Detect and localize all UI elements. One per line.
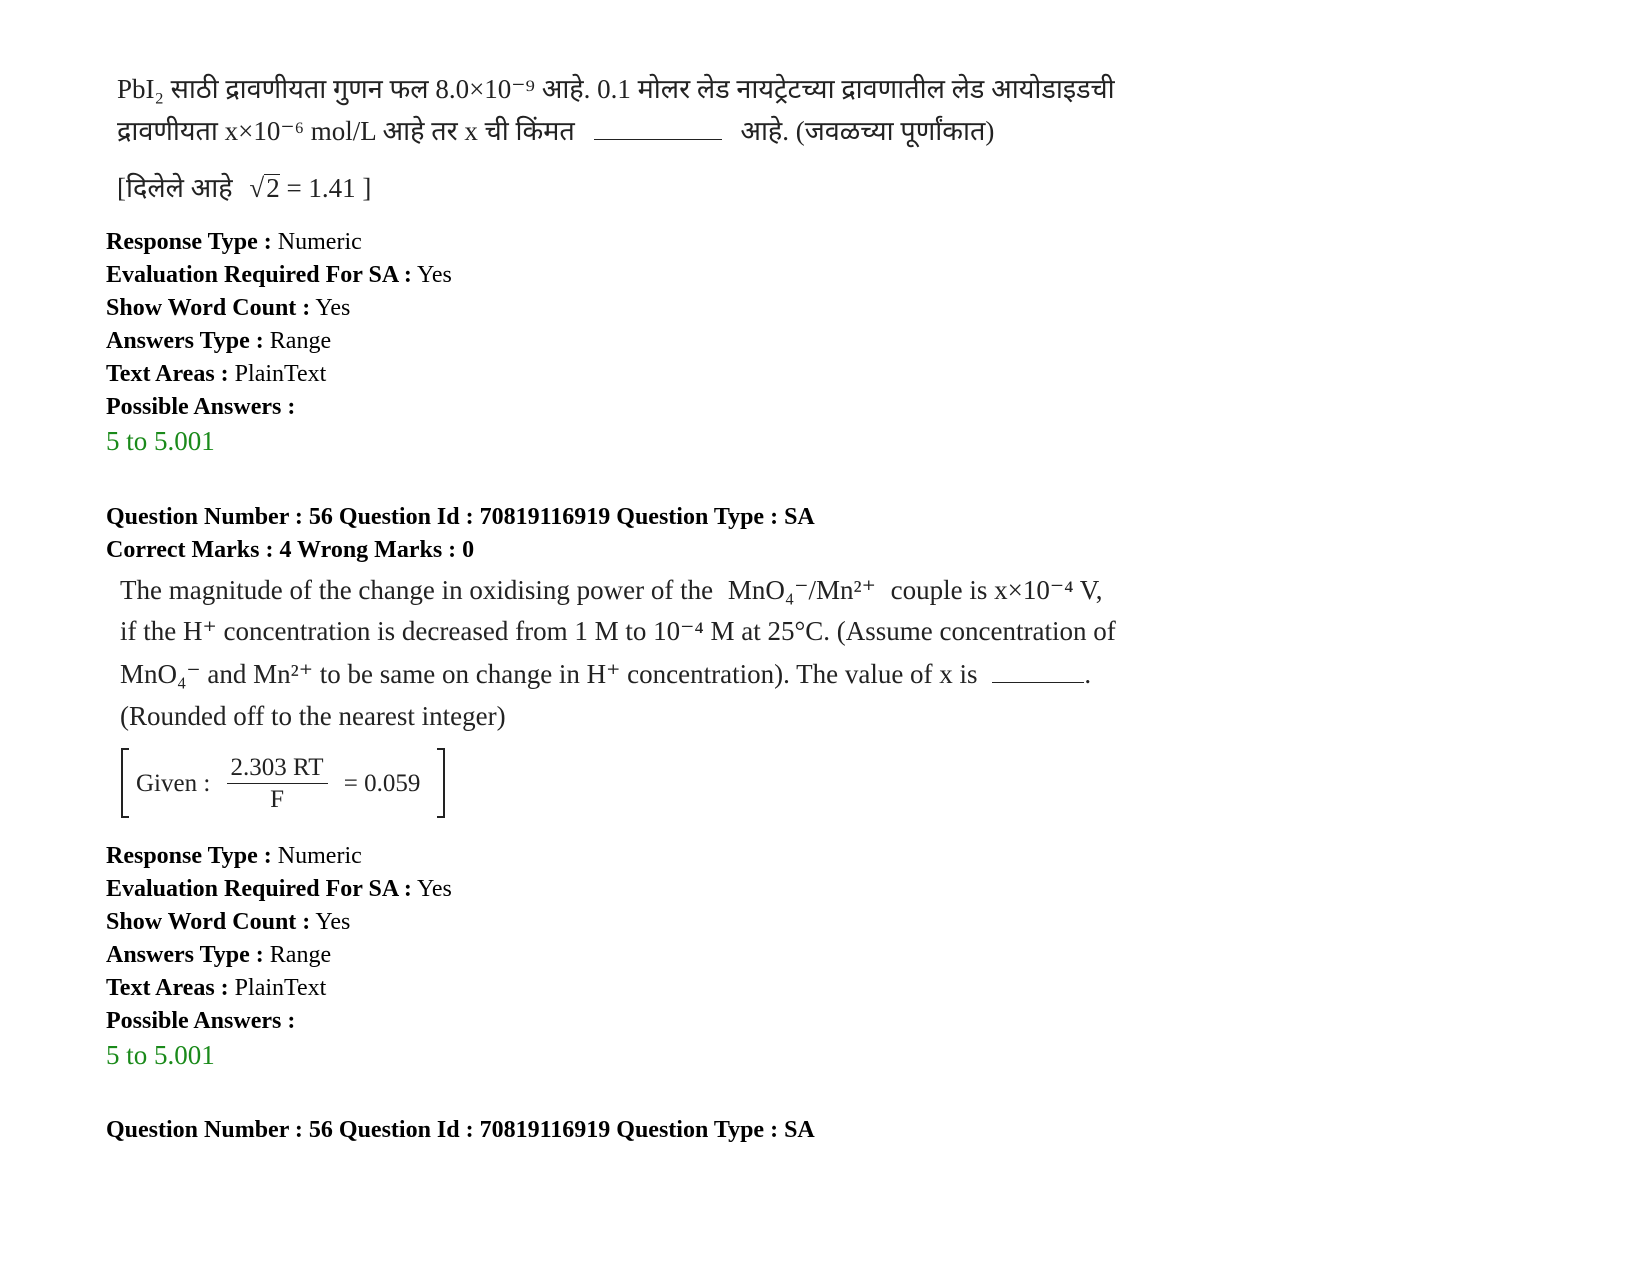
- question-line-1: PbI₂ साठी द्रावणीयता गुणन फल 8.0×10⁻⁹ आहे. 0.1 मोलर लेड नायट्रेटच्या द्रावणातील लेड आयोडाइडची: [117, 74, 1115, 104]
- given-label: Given :: [136, 770, 211, 797]
- sqrt-radicand: 2: [266, 173, 280, 203]
- possible-answer: 5 to 5.001: [106, 426, 215, 456]
- question-line-2-end: आहे. (जवळच्या पूर्णांकात): [740, 116, 995, 146]
- meta-value: PlainText: [234, 975, 327, 1001]
- meta-show-word-count: [106, 910, 350, 934]
- given-formula: [136, 755, 420, 812]
- meta-label: Possible Answers :: [106, 394, 296, 420]
- left-bracket: [121, 748, 129, 818]
- question-header: Question Number : 56 Question Id : 70819116919 Question Type : SA: [106, 504, 815, 530]
- meta-label: Response Type :: [106, 229, 272, 255]
- given-label: [दिलेले आहे: [117, 173, 233, 203]
- question-line-1: [120, 577, 1103, 604]
- meta-label: Answers Type :: [106, 328, 264, 354]
- meta-value: Numeric: [277, 843, 362, 869]
- meta-label: Evaluation Required For SA :: [106, 876, 412, 902]
- given-value: = 1.41 ]: [286, 173, 372, 203]
- meta-answers-type: [106, 329, 331, 353]
- meta-show-word-count: [106, 296, 350, 320]
- marks-header: Correct Marks : 4 Wrong Marks : 0: [106, 537, 475, 563]
- meta-label: Evaluation Required For SA :: [106, 262, 412, 288]
- meta-label: Response Type :: [106, 843, 272, 869]
- meta-answers-type: [106, 943, 331, 967]
- meta-text-areas: [106, 976, 326, 1000]
- meta-possible-answers: [106, 1009, 295, 1033]
- sqrt-sign: √: [249, 173, 265, 203]
- meta-response-type: [106, 230, 362, 254]
- question-line-3-start: MnO₄⁻ and Mn²⁺ to be same on change in H⁺ concentration). The value of x is: [120, 659, 978, 689]
- question-line-2: [117, 118, 994, 145]
- meta-evaluation-required: [106, 263, 452, 287]
- question-line-3: [120, 661, 1091, 688]
- meta-value: Yes: [315, 909, 351, 935]
- meta-value: Range: [269, 942, 332, 968]
- fraction-denominator: F: [270, 786, 284, 813]
- question-header: Question Number : 56 Question Id : 70819116919 Question Type : SA: [106, 1117, 815, 1143]
- meta-label: Text Areas :: [106, 361, 229, 387]
- answer-blank: [992, 682, 1084, 683]
- meta-value: Numeric: [277, 229, 362, 255]
- meta-text-areas: [106, 362, 326, 386]
- meta-value: Yes: [416, 262, 452, 288]
- question-line-2-start: द्रावणीयता x×10⁻⁶ mol/L आहे तर x ची किंमत: [117, 116, 575, 146]
- question-line-1-start: The magnitude of the change in oxidising power of the: [120, 575, 714, 605]
- meta-value: PlainText: [234, 361, 327, 387]
- question-line-2: if the H⁺ concentration is decreased from 1 M to 10⁻⁴ M at 25°C. (Assume concentration of: [120, 616, 1116, 646]
- question-line-1-end: couple is x×10⁻⁴ V,: [890, 575, 1103, 605]
- fraction: [227, 755, 328, 812]
- meta-label: Possible Answers :: [106, 1008, 296, 1034]
- meta-label: Show Word Count :: [106, 295, 311, 321]
- meta-value: Range: [269, 328, 332, 354]
- fraction-numerator: 2.303 RT: [227, 755, 328, 784]
- meta-evaluation-required: [106, 877, 452, 901]
- meta-possible-answers: [106, 395, 295, 419]
- chem-couple: MnO₄⁻/Mn²⁺: [727, 575, 876, 605]
- question-line-3: [117, 174, 371, 202]
- question-line-4: (Rounded off to the nearest integer): [120, 701, 506, 731]
- meta-value: Yes: [416, 876, 452, 902]
- question-line-3-end: .: [1084, 659, 1092, 689]
- meta-label: Answers Type :: [106, 942, 264, 968]
- meta-label: Show Word Count :: [106, 909, 311, 935]
- meta-value: Yes: [315, 295, 351, 321]
- right-bracket: [437, 748, 445, 818]
- answer-blank: [594, 139, 722, 140]
- meta-response-type: [106, 844, 362, 868]
- given-value: = 0.059: [343, 770, 421, 797]
- meta-label: Text Areas :: [106, 975, 229, 1001]
- possible-answer: 5 to 5.001: [106, 1040, 215, 1070]
